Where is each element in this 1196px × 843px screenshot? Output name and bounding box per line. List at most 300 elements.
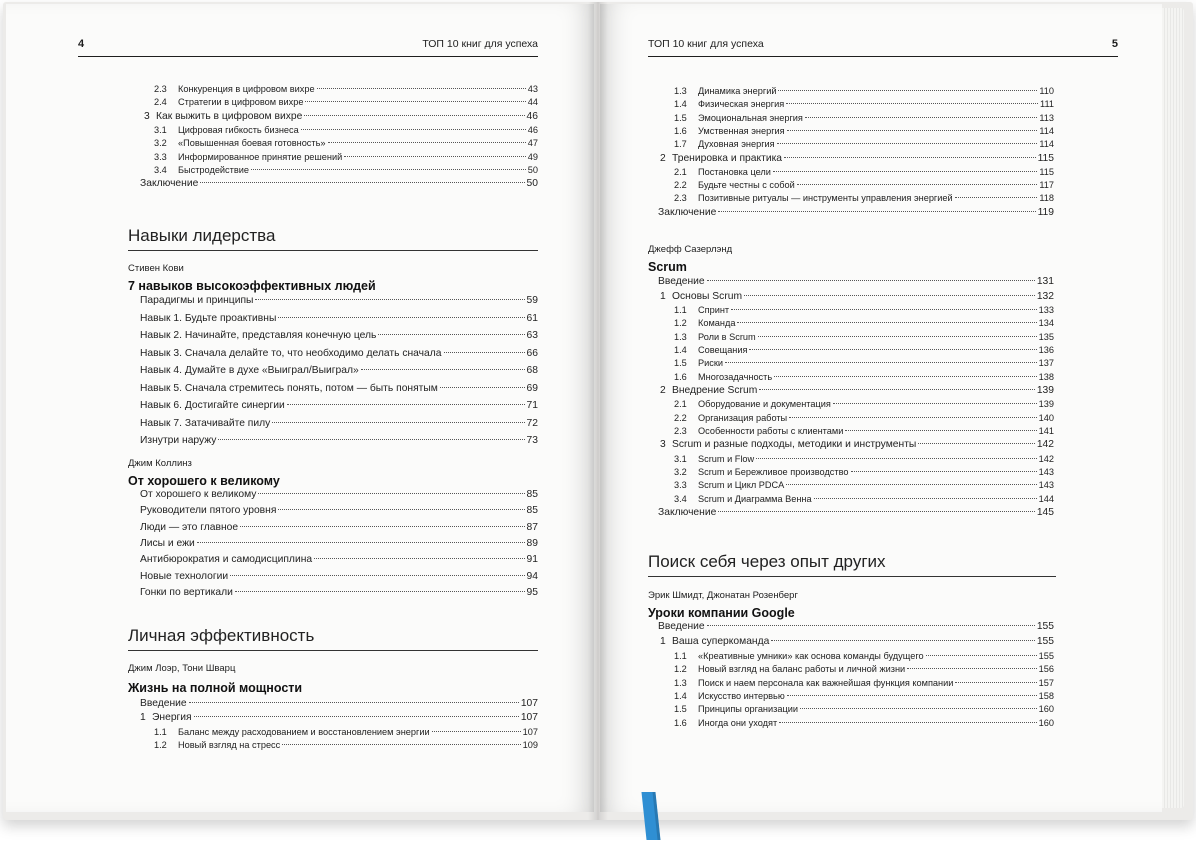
toc-entry-title: Спринт: [698, 305, 730, 315]
right-running-title: ТОП 10 книг для успеха: [648, 38, 764, 50]
dot-leader: [301, 129, 526, 130]
toc-entry-page: 71: [526, 400, 538, 411]
toc-entry[interactable]: [660, 385, 1054, 396]
toc-entry-page: 73: [526, 435, 538, 446]
toc-entry-title: Введение: [658, 276, 705, 287]
toc-entry-number: 1.3: [674, 677, 687, 688]
dot-leader: [779, 722, 1037, 723]
toc-entry[interactable]: [674, 480, 1054, 490]
toc-entry[interactable]: [674, 426, 1054, 436]
toc-entry-title: Духовная энергия: [698, 139, 775, 150]
toc-entry[interactable]: [140, 295, 538, 306]
toc-entry[interactable]: [140, 571, 538, 582]
toc-entry-title: Навык 2. Начинайте, представляя конечную цель: [140, 330, 377, 341]
toc-entry-page: 47: [527, 138, 538, 149]
toc-entry[interactable]: [140, 400, 538, 411]
toc-entry-title: Scrum и Диаграмма Венна: [698, 493, 812, 504]
dot-leader: [218, 439, 524, 440]
toc-entry-page: 157: [1038, 677, 1054, 688]
toc-entry-title: Навык 1. Будьте проактивны: [140, 312, 277, 324]
toc-entry-page: 115: [1037, 152, 1054, 164]
toc-entry-title: Как выжить в цифровом вихре: [156, 110, 303, 122]
toc-entry-page: 137: [1038, 358, 1054, 369]
dot-leader: [718, 211, 1035, 212]
toc-entry-number: 1.4: [674, 99, 687, 110]
toc-entry-title: Информированное принятие решений: [178, 151, 343, 162]
toc-entry-number: 2.3: [154, 84, 167, 94]
spine-shadow: [588, 2, 608, 820]
toc-entry[interactable]: [140, 348, 538, 359]
dot-leader: [851, 471, 1037, 472]
toc-entry-number: 1.4: [674, 344, 687, 355]
section-rule: [128, 650, 538, 651]
toc-entry-title: Scrum и Цикл PDCA: [698, 480, 785, 491]
toc-entry-title: Заключение: [658, 206, 717, 218]
toc-entry[interactable]: [674, 345, 1054, 355]
toc-entry-page: 95: [526, 586, 538, 598]
toc-entry-page: 50: [526, 178, 538, 190]
toc-entry[interactable]: [660, 439, 1054, 450]
toc-entry-number: 2.1: [674, 166, 687, 177]
toc-entry-page: 144: [1038, 493, 1054, 504]
toc-entry[interactable]: [658, 207, 1054, 218]
dot-leader: [749, 349, 1036, 350]
section-title-self-search: Поиск себя через опыт других: [648, 552, 886, 571]
toc-entry-page: 155: [1036, 636, 1054, 647]
toc-entry-page: 110: [1039, 86, 1054, 96]
dot-leader: [251, 169, 526, 170]
dot-leader: [230, 575, 524, 576]
toc-entry[interactable]: [674, 372, 1054, 382]
dot-leader: [240, 526, 524, 527]
dot-leader: [737, 322, 1036, 323]
toc-entry-title: «Креативные умники» как основа команды будущего: [698, 651, 924, 661]
dot-leader: [777, 143, 1038, 144]
toc-entry-number: 3.1: [674, 453, 687, 464]
toc-entry-title: Изнутри наружу: [140, 435, 217, 446]
toc-entry-page: 132: [1036, 290, 1054, 302]
dot-leader: [278, 317, 524, 318]
toc-entry-title: Введение: [140, 698, 187, 709]
toc-entry-page: 107: [520, 698, 538, 709]
toc-entry[interactable]: [660, 291, 1054, 302]
dot-leader: [926, 655, 1037, 656]
dot-leader: [731, 309, 1037, 310]
toc-entry[interactable]: [674, 332, 1054, 342]
toc-entry[interactable]: [674, 358, 1054, 368]
toc-entry[interactable]: [154, 727, 538, 737]
toc-entry[interactable]: [674, 318, 1054, 328]
dot-leader: [845, 430, 1036, 431]
toc-entry-number: 1.4: [674, 690, 687, 701]
book-title-good-to-great: От хорошего к великому: [128, 474, 280, 488]
toc-entry-page: 50: [527, 165, 538, 175]
toc-entry[interactable]: [154, 97, 538, 107]
toc-entry-page: 89: [526, 537, 538, 549]
dot-leader: [305, 101, 525, 102]
toc-entry-number: 1: [140, 712, 146, 724]
toc-entry-title: Навык 4. Думайте в духе «Выиграл/Выиграл»: [140, 365, 359, 376]
dot-leader: [282, 744, 520, 745]
toc-entry-page: 115: [1039, 166, 1054, 177]
toc-entry[interactable]: [140, 178, 538, 189]
toc-entry-title: Будьте честны с собой: [698, 180, 795, 191]
dot-leader: [774, 376, 1037, 377]
toc-entry-number: 3.2: [154, 138, 167, 149]
toc-entry-page: 46: [526, 110, 538, 122]
toc-entry-title: Антибюрократия и самодисциплина: [140, 554, 313, 566]
toc-entry-title: Физическая энергия: [698, 99, 785, 110]
author-covey: Стивен Кови: [128, 263, 184, 274]
dot-leader: [314, 558, 524, 559]
dot-leader: [786, 103, 1038, 104]
toc-entry-number: 1: [660, 636, 666, 647]
toc-entry-title: Тренировка и практика: [672, 152, 783, 164]
toc-entry-page: 85: [526, 489, 538, 500]
left-running-title: ТОП 10 книг для успеха: [422, 38, 538, 50]
toc-entry-page: 160: [1038, 717, 1054, 728]
toc-entry-page: 43: [527, 84, 538, 94]
toc-entry-title: Организация работы: [698, 412, 788, 423]
dot-leader: [317, 88, 526, 89]
section-rule: [648, 576, 1056, 577]
toc-entry[interactable]: [674, 305, 1054, 315]
toc-entry-page: 156: [1038, 664, 1054, 675]
toc-entry[interactable]: [674, 193, 1054, 203]
toc-entry-page: 138: [1038, 371, 1054, 382]
toc-entry-number: 3.4: [674, 493, 687, 504]
book-title-scrum: Scrum: [648, 260, 687, 274]
toc-entry-page: 59: [526, 295, 538, 306]
toc-entry-title: Баланс между расходованием и восстановлением энергии: [178, 726, 430, 737]
toc-entry-title: Искусство интервью: [698, 690, 785, 701]
dot-leader: [432, 731, 521, 732]
toc-entry-page: 145: [1036, 506, 1054, 518]
toc-entry[interactable]: [674, 126, 1054, 136]
toc-entry-page: 61: [526, 312, 538, 324]
dot-leader: [344, 156, 526, 157]
toc-entry-title: Навык 5. Сначала стремитесь понять, потом — быть понятым: [140, 382, 438, 394]
toc-entry-title: Умственная энергия: [698, 125, 785, 136]
toc-entry-page: 142: [1036, 439, 1054, 451]
toc-entry[interactable]: [660, 636, 1054, 647]
toc-entry-number: 1.2: [674, 318, 687, 329]
book-title-full-engagement: Жизнь на полной мощности: [128, 681, 303, 695]
toc-entry-page: 119: [1037, 206, 1054, 218]
toc-entry-page: 66: [526, 347, 538, 359]
toc-entry-page: 63: [526, 330, 538, 341]
toc-entry-title: Новый взгляд на стресс: [178, 739, 281, 750]
header-rule: [78, 56, 538, 57]
toc-entry-page: 143: [1038, 467, 1054, 477]
toc-entry[interactable]: [140, 698, 538, 709]
dot-leader: [194, 716, 519, 717]
dot-leader: [955, 197, 1038, 198]
right-page-number: 5: [1111, 38, 1118, 50]
toc-entry[interactable]: [674, 99, 1054, 109]
dot-leader: [833, 403, 1037, 404]
toc-entry[interactable]: [154, 152, 538, 162]
toc-entry-title: Гонки по вертикали: [140, 586, 233, 598]
toc-entry-title: Поиск и наем персонала как важнейшая функция компании: [698, 677, 954, 688]
dot-leader: [197, 542, 525, 543]
toc-entry-number: 1.5: [674, 112, 687, 123]
toc-entry-number: 1.1: [674, 305, 687, 315]
toc-entry-page: 107: [522, 726, 538, 737]
dot-leader: [255, 299, 524, 300]
dot-leader: [778, 90, 1037, 91]
toc-entry-page: 72: [526, 417, 538, 429]
dot-leader: [787, 695, 1037, 696]
right-page: [600, 4, 1162, 812]
section-title-personal-effectiveness: Личная эффективность: [128, 626, 315, 645]
toc-entry-title: Парадигмы и принципы: [140, 295, 254, 306]
toc-entry[interactable]: [140, 435, 538, 446]
toc-entry-number: 1.5: [674, 358, 687, 369]
dot-leader: [797, 184, 1038, 185]
toc-entry[interactable]: [140, 554, 538, 565]
toc-entry-number: 2.2: [674, 180, 687, 191]
toc-entry-number: 1.2: [674, 664, 687, 675]
dot-leader: [200, 182, 524, 183]
toc-entry-number: 3.3: [674, 480, 687, 491]
toc-entry[interactable]: [140, 418, 538, 429]
dot-leader: [800, 708, 1037, 709]
toc-entry-page: 135: [1038, 331, 1054, 342]
left-page: [6, 4, 594, 812]
left-page-number: 4: [78, 38, 85, 50]
toc-entry[interactable]: [140, 313, 538, 324]
toc-entry[interactable]: [140, 587, 538, 598]
toc-entry[interactable]: [140, 365, 538, 376]
toc-entry[interactable]: [140, 383, 538, 394]
toc-entry[interactable]: [674, 167, 1054, 177]
toc-entry-page: 158: [1038, 690, 1054, 701]
page-edges: [1162, 8, 1184, 808]
dot-leader: [189, 702, 519, 703]
toc-entry[interactable]: [154, 138, 538, 148]
book-title-how-google-works: Уроки компании Google: [648, 606, 795, 620]
toc-entry-page: 142: [1038, 453, 1054, 464]
toc-entry-page: 118: [1039, 193, 1054, 204]
dot-leader: [786, 484, 1036, 485]
toc-entry[interactable]: [674, 86, 1054, 96]
dot-leader: [718, 511, 1034, 512]
toc-entry-page: 155: [1038, 651, 1054, 661]
toc-entry[interactable]: [674, 467, 1054, 477]
toc-entry[interactable]: [140, 522, 538, 533]
toc-entry[interactable]: [140, 505, 538, 516]
toc-entry-title: Быстродействие: [178, 165, 249, 175]
toc-entry-title: Ваша суперкоманда: [672, 636, 770, 647]
toc-entry-title: Руководители пятого уровня: [140, 505, 277, 517]
toc-entry-number: 2.1: [674, 399, 687, 410]
toc-entry[interactable]: [658, 507, 1054, 518]
toc-entry-page: 133: [1038, 305, 1054, 315]
toc-entry-title: Особенности работы с клиентами: [698, 425, 844, 436]
toc-entry-title: Заключение: [658, 506, 717, 518]
toc-entry-number: 1.1: [674, 651, 687, 661]
toc-entry-title: Конкуренция в цифровом вихре: [178, 84, 315, 94]
toc-entry[interactable]: [154, 125, 538, 135]
dot-leader: [725, 362, 1037, 363]
dot-leader: [771, 640, 1034, 641]
toc-entry[interactable]: [144, 111, 538, 122]
section-rule: [128, 250, 538, 251]
dot-leader: [444, 352, 525, 353]
toc-entry-title: Цифровая гибкость бизнеса: [178, 125, 299, 136]
toc-entry-number: 1.6: [674, 125, 687, 136]
dot-leader: [907, 668, 1036, 669]
toc-entry-title: Новый взгляд на баланс работы и личной жизни: [698, 664, 906, 675]
dot-leader: [744, 295, 1035, 296]
dot-leader: [440, 387, 525, 388]
toc-entry[interactable]: [154, 165, 538, 175]
toc-entry-title: Лисы и ежи: [140, 537, 195, 549]
toc-entry-page: 46: [527, 125, 538, 136]
toc-entry[interactable]: [674, 494, 1054, 504]
dot-leader: [287, 404, 525, 405]
toc-entry-title: Люди — это главное: [140, 521, 239, 533]
toc-entry[interactable]: [674, 454, 1054, 464]
dot-leader: [707, 625, 1035, 626]
dot-leader: [784, 157, 1036, 158]
dot-leader: [378, 334, 524, 335]
toc-entry-number: 1.3: [674, 86, 687, 96]
toc-entry[interactable]: [140, 712, 538, 723]
toc-entry-title: Заключение: [140, 178, 199, 190]
toc-entry[interactable]: [674, 678, 1054, 688]
dot-leader: [773, 171, 1037, 172]
toc-entry-page: 143: [1038, 480, 1054, 491]
toc-entry-number: 2: [660, 384, 666, 396]
toc-entry-page: 139: [1036, 384, 1054, 396]
toc-entry-number: 1.7: [674, 139, 687, 150]
toc-entry[interactable]: [674, 113, 1054, 123]
toc-entry-page: 134: [1038, 318, 1054, 329]
toc-entry-page: 114: [1039, 139, 1054, 150]
dot-leader: [789, 417, 1036, 418]
toc-entry-number: 1.3: [674, 331, 687, 342]
toc-entry-page: 140: [1038, 412, 1054, 423]
dot-leader: [707, 280, 1035, 281]
toc-entry[interactable]: [660, 153, 1054, 164]
toc-entry-title: Позитивные ритуалы — инструменты управления энергией: [698, 193, 953, 204]
toc-entry[interactable]: [674, 691, 1054, 701]
toc-entry-title: Команда: [698, 318, 736, 329]
toc-entry[interactable]: [658, 621, 1054, 632]
toc-entry[interactable]: [140, 489, 538, 500]
toc-entry-page: 160: [1038, 704, 1054, 715]
toc-entry-title: Внедрение Scrum: [672, 384, 758, 396]
toc-entry-title: Стратегии в цифровом вихре: [178, 97, 304, 108]
toc-entry-page: 69: [526, 382, 538, 394]
toc-entry-page: 131: [1036, 276, 1054, 287]
toc-entry-title: Многозадачность: [698, 371, 773, 382]
toc-entry-number: 2.2: [674, 412, 687, 423]
toc-entry[interactable]: [674, 399, 1054, 409]
toc-entry-page: 107: [520, 712, 538, 724]
toc-entry-title: Оборудование и документация: [698, 399, 831, 410]
dot-leader: [304, 115, 524, 116]
dot-leader: [814, 498, 1037, 499]
toc-entry[interactable]: [674, 413, 1054, 423]
toc-entry[interactable]: [674, 664, 1054, 674]
author-schmidt-rosenberg: Эрик Шмидт, Джонатан Розенберг: [648, 590, 798, 601]
toc-entry-number: 1.1: [154, 726, 167, 737]
header-rule: [648, 56, 1118, 57]
toc-entry-number: 1.5: [674, 704, 687, 715]
dot-leader: [787, 130, 1038, 131]
toc-entry-number: 3.3: [154, 151, 167, 162]
toc-entry-title: Роли в Scrum: [698, 331, 756, 342]
toc-entry-title: Совещания: [698, 344, 748, 355]
toc-entry-title: Эмоциональная энергия: [698, 112, 803, 123]
toc-entry-page: 87: [526, 521, 538, 533]
section-title-leadership: Навыки лидерства: [128, 226, 276, 245]
toc-entry-number: 3: [144, 110, 150, 122]
toc-entry-title: Scrum и Flow: [698, 453, 755, 464]
dot-leader: [235, 591, 525, 592]
toc-entry[interactable]: [674, 180, 1054, 190]
toc-entry-title: Иногда они уходят: [698, 717, 778, 728]
toc-entry-number: 1.6: [674, 717, 687, 728]
toc-entry-title: Риски: [698, 358, 724, 369]
toc-entry-title: Scrum и Бережливое производство: [698, 467, 849, 477]
toc-entry-page: 49: [527, 151, 538, 162]
toc-entry-number: 3.4: [154, 165, 167, 175]
toc-entry[interactable]: [674, 718, 1054, 728]
toc-entry[interactable]: [674, 651, 1054, 661]
toc-entry[interactable]: [154, 84, 538, 94]
toc-entry-page: 111: [1040, 99, 1054, 110]
toc-entry-page: 85: [526, 505, 538, 517]
toc-entry[interactable]: [674, 704, 1054, 714]
toc-entry-number: 2.3: [674, 193, 687, 204]
author-collins: Джим Коллинз: [128, 458, 192, 469]
toc-entry[interactable]: [154, 740, 538, 750]
toc-entry[interactable]: [674, 139, 1054, 149]
dot-leader: [758, 336, 1037, 337]
toc-entry-number: 1.2: [154, 739, 167, 750]
toc-entry[interactable]: [140, 330, 538, 341]
author-sutherland: Джефф Сазерлэнд: [648, 244, 733, 255]
dot-leader: [759, 389, 1035, 390]
dot-leader: [955, 682, 1036, 683]
toc-entry[interactable]: [658, 276, 1054, 287]
toc-entry-title: Постановка цели: [698, 166, 771, 177]
toc-entry-title: Введение: [658, 621, 705, 632]
toc-entry-title: Основы Scrum: [672, 290, 743, 302]
dot-leader: [278, 509, 524, 510]
author-loehr-schwartz: Джим Лоэр, Тони Шварц: [128, 663, 236, 674]
toc-entry-page: 113: [1039, 112, 1054, 123]
dot-leader: [756, 458, 1036, 459]
toc-entry-page: 114: [1039, 125, 1054, 136]
toc-entry-title: Навык 3. Сначала делайте то, что необходимо делать сначала: [140, 347, 442, 359]
toc-entry[interactable]: [140, 538, 538, 549]
toc-entry-title: От хорошего к великому: [140, 489, 257, 500]
dot-leader: [918, 443, 1034, 444]
toc-entry-number: 2.3: [674, 425, 687, 436]
toc-entry-title: Навык 6. Достигайте синергии: [140, 400, 285, 411]
toc-entry-title: Навык 7. Затачивайте пилу: [140, 417, 271, 429]
toc-entry-number: 2: [660, 152, 666, 164]
dot-leader: [272, 422, 524, 423]
dot-leader: [805, 117, 1037, 118]
dot-leader: [258, 493, 524, 494]
dot-leader: [361, 369, 525, 370]
